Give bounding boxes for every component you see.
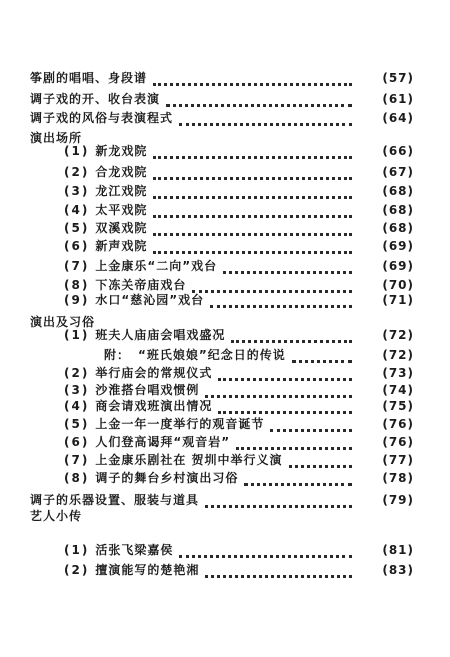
dot-leader [218, 399, 352, 414]
toc-entry [0, 108, 450, 128]
toc-entry-title [30, 108, 173, 128]
toc-entry-title [104, 345, 286, 365]
toc-entry-label: 合龙戏院 [95, 165, 148, 179]
toc-page-number: (64) [382, 111, 414, 125]
toc-entry-title [64, 560, 199, 580]
toc-entry-label: 沙淮搭台唱戏惯例 [95, 383, 200, 397]
toc-entry-label: “班氏娘娘”纪念日的传说 [138, 348, 286, 362]
toc-entry-title [64, 290, 204, 310]
dot-leader [210, 293, 352, 308]
dot-leader [292, 348, 352, 363]
toc-page-number: (76) [382, 417, 414, 431]
toc-entry-label: 演出场所 [30, 131, 83, 145]
toc-entry-title [30, 68, 147, 88]
toc-entry-number: (5) [64, 221, 90, 235]
toc-entry [0, 141, 450, 161]
dot-leader [205, 563, 352, 578]
toc-entry-number: (1) [64, 328, 90, 342]
toc-entry-label: 擅演能写的楚艳湘 [95, 563, 200, 577]
toc-entry [0, 162, 450, 182]
toc-page-number: (68) [382, 184, 414, 198]
toc-entry [0, 396, 450, 416]
toc-page-number: (77) [382, 453, 414, 467]
toc-entry-number: (4) [64, 203, 90, 217]
toc-entry-title [64, 432, 230, 452]
toc-entry-label: 演出及习俗 [30, 315, 96, 329]
toc-page-number: (69) [382, 259, 414, 273]
toc-entry-label: 太平戏院 [95, 203, 148, 217]
toc-entry [0, 345, 450, 365]
toc-page-number: (83) [382, 563, 414, 577]
toc-entry-number: (6) [64, 239, 90, 253]
toc-entry-number: (6) [64, 435, 90, 449]
toc-entry-number: (7) [64, 259, 90, 273]
toc-entry-label: 上金康乐剧社在 贺圳中举行义演 [95, 453, 283, 467]
toc-page-number: (79) [382, 493, 414, 507]
toc-entry [0, 200, 450, 220]
dot-leader [153, 144, 352, 159]
dot-leader [153, 239, 352, 254]
toc-entry-title [64, 256, 217, 276]
toc-page-number: (61) [382, 92, 414, 106]
toc-entry-title [64, 540, 173, 560]
dot-leader [153, 184, 352, 199]
dot-leader [244, 471, 352, 486]
toc-entry-number: (2) [64, 165, 90, 179]
toc-entry-label: 调子的乐器设置、服装与道具 [30, 493, 200, 507]
toc-entry-title [64, 181, 147, 201]
toc-entry-title [64, 162, 147, 182]
toc-entry [0, 68, 450, 88]
toc-entry-label: 上金一年一度举行的观音诞节 [95, 417, 265, 431]
toc-entry [0, 236, 450, 256]
toc-entry [0, 560, 450, 580]
toc-entry-label: 班夫人庙庙会唱戏盛况 [95, 328, 226, 342]
toc-page-number: (70) [382, 278, 414, 292]
toc-entry [0, 432, 450, 452]
toc-page-number: (72) [382, 328, 414, 342]
toc-entry-label: 筝剧的唱唱、身段谱 [30, 71, 148, 85]
toc-entry-title [64, 450, 283, 470]
dot-leader [166, 92, 352, 107]
toc-entry-number: (4) [64, 399, 90, 413]
toc-entry [0, 256, 450, 276]
dot-leader [153, 203, 352, 218]
toc-entry-number: (8) [64, 278, 90, 292]
toc-page-number: (66) [382, 144, 414, 158]
dot-leader [223, 259, 352, 274]
dot-leader [153, 165, 352, 180]
toc-entry [0, 468, 450, 488]
toc-page-number: (71) [382, 293, 414, 307]
toc-entry-label: 调子戏的风俗与表演程式 [30, 111, 174, 125]
toc-entry [0, 181, 450, 201]
toc-entry-label: 新龙戏院 [95, 144, 148, 158]
dot-leader [218, 366, 352, 381]
toc-page-number: (75) [382, 399, 414, 413]
toc-entry [0, 325, 450, 345]
toc-entry-label: 活张飞梁嘉侯 [95, 543, 174, 557]
toc-page-number: (68) [382, 203, 414, 217]
toc-page-number: (57) [382, 71, 414, 85]
toc-entry-label: 下冻关帝庙戏台 [95, 278, 187, 292]
toc-entry-number: (1) [64, 144, 90, 158]
dot-leader [231, 328, 352, 343]
toc-entry [0, 540, 450, 560]
toc-entry-label: 双溪戏院 [95, 221, 148, 235]
toc-entry-label: 新声戏院 [95, 239, 148, 253]
toc-page-number: (67) [382, 165, 414, 179]
toc-entry-number: (3) [64, 184, 90, 198]
toc-entry-title [64, 414, 264, 434]
toc-page-number: (73) [382, 366, 414, 380]
toc-page-number: (76) [382, 435, 414, 449]
dot-leader [153, 221, 352, 236]
toc-entry-label: 商会请戏班演出情况 [95, 399, 213, 413]
toc-entry-label: 举行庙会的常规仪式 [95, 366, 213, 380]
toc-entry-number: (3) [64, 383, 90, 397]
toc-entry [0, 414, 450, 434]
dot-leader [289, 453, 352, 468]
toc-entry-title [64, 325, 225, 345]
toc-page-number: (69) [382, 239, 414, 253]
dot-leader [236, 435, 352, 450]
toc-page-number: (78) [382, 471, 414, 485]
toc-page-number: (68) [382, 221, 414, 235]
toc-entry [0, 89, 450, 109]
toc-entry-number: (5) [64, 417, 90, 431]
toc-entry-title [64, 468, 238, 488]
toc-entry [0, 450, 450, 470]
toc-entry-label: 艺人小传 [30, 509, 83, 523]
dot-leader [153, 71, 352, 86]
toc-entry-label: 龙江戏院 [95, 184, 148, 198]
toc-entry-number: (8) [64, 471, 90, 485]
toc-entry-title [30, 89, 160, 109]
toc-entry-title [64, 141, 147, 161]
toc-page-number: (81) [382, 543, 414, 557]
toc-entry [0, 290, 450, 310]
dot-leader [270, 417, 352, 432]
toc-page-number: (74) [382, 383, 414, 397]
toc-entry-title [30, 506, 82, 526]
toc-entry-label: 上金康乐“二向”戏台 [95, 259, 218, 273]
toc-entry-title [64, 200, 147, 220]
toc-entry-title [64, 396, 212, 416]
toc-entry-label: 人们登高谒拜“观音岩” [95, 435, 231, 449]
toc-entry-number: (2) [64, 366, 90, 380]
toc-entry-number: (7) [64, 453, 90, 467]
toc-entry-label: 水口“慈沁园”戏台 [95, 293, 205, 307]
toc-entry-note: 附： [104, 348, 131, 362]
toc-entry-number: (1) [64, 543, 90, 557]
toc-entry-title [64, 218, 147, 238]
toc-page-number: (72) [382, 348, 414, 362]
toc-entry-number: (2) [64, 563, 90, 577]
toc-entry-number: (9) [64, 293, 90, 307]
toc-entry-label: 调子的舞台乡村演出习俗 [95, 471, 239, 485]
toc-entry [0, 506, 450, 526]
toc-entry [0, 218, 450, 238]
toc-entry-label: 调子戏的开、收台表演 [30, 92, 161, 106]
toc-entry-title [64, 236, 147, 256]
dot-leader [179, 543, 352, 558]
dot-leader [179, 111, 352, 126]
